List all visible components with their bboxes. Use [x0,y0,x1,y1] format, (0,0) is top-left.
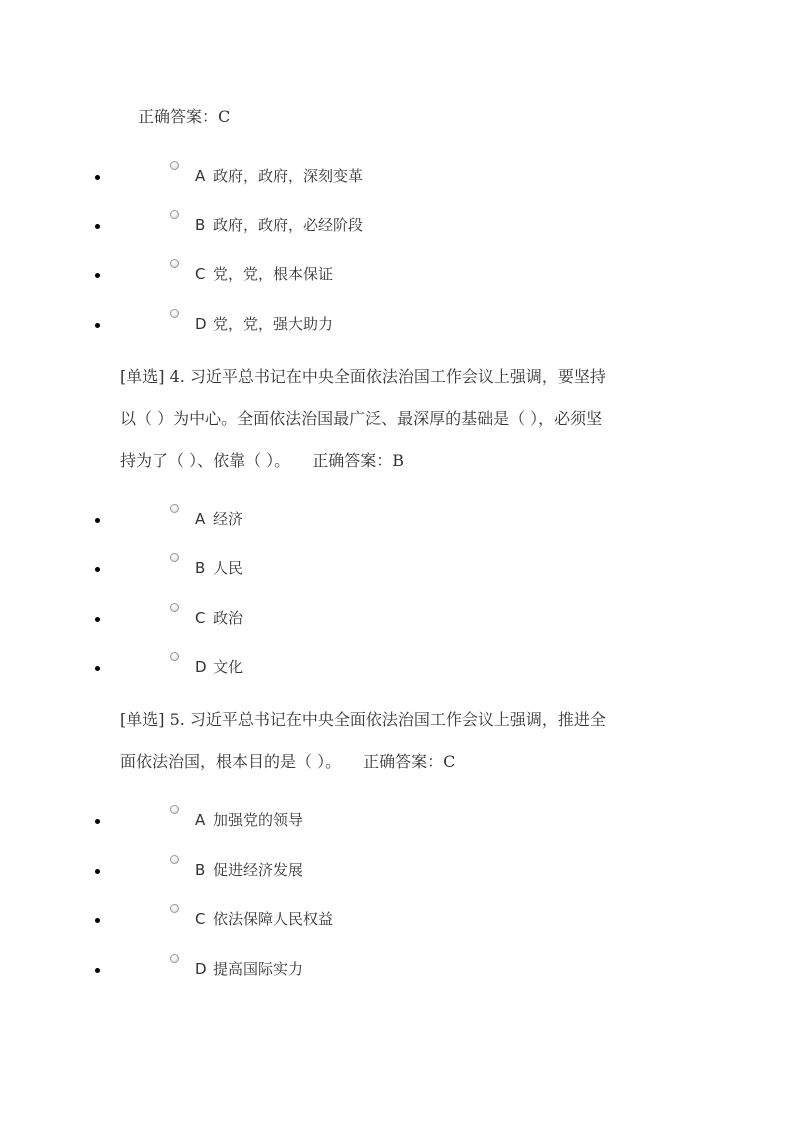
option-text: 人民 [213,559,244,577]
bullet-icon [95,968,100,973]
question-line: [单选] 4. 习近平总书记在中央全面依法治国工作会议上强调，要坚持 [120,367,606,386]
q3-correct-answer: 正确答案：C [138,107,231,126]
option-text: 经济 [213,510,244,528]
radio-button-icon[interactable] [170,805,179,814]
option-text: 政府，政府，深刻变革 [213,167,364,185]
bullet-icon [95,869,100,874]
option-text: 党，党，强大助力 [213,315,334,333]
option-letter: A [195,510,206,528]
option-letter: D [195,960,207,978]
q5-option-d[interactable] [0,958,793,984]
question-line-text: 面依法治国，根本目的是（ ）。 [120,752,342,771]
radio-button-icon[interactable] [170,603,179,612]
option-text: 党，党，根本保证 [213,265,334,283]
q4-question [120,356,680,482]
option-text: 依法保障人民权益 [213,910,334,928]
option-letter: B [195,861,206,879]
q4-option-b[interactable] [0,557,793,583]
radio-button-icon[interactable] [170,161,179,170]
question-line: [单选] 5. 习近平总书记在中央全面依法治国工作会议上强调，推进全 [120,710,606,729]
bullet-icon [95,273,100,278]
option-text: 政治 [213,609,244,627]
question-line [120,741,680,783]
q4-option-a[interactable] [0,508,793,534]
q5-question [120,699,680,783]
radio-button-icon[interactable] [170,259,179,268]
radio-button-icon[interactable] [170,309,179,318]
bullet-icon [95,567,100,572]
radio-button-icon[interactable] [170,904,179,913]
option-letter: A [195,167,206,185]
option-text: 加强党的领导 [213,811,304,829]
bullet-icon [95,175,100,180]
option-text: 提高国际实力 [213,960,304,978]
bullet-icon [95,323,100,328]
q5-option-a[interactable] [0,809,793,835]
q4-option-c[interactable] [0,607,793,633]
option-letter: C [195,265,206,283]
q3-option-d[interactable] [0,313,793,339]
radio-button-icon[interactable] [170,553,179,562]
bullet-icon [95,918,100,923]
question-line-text: 持为了（ ）、依靠（ ）。 [120,451,291,470]
radio-button-icon[interactable] [170,652,179,661]
question-line: 以（ ）为中心。全面依法治国最广泛、最深厚的基础是（ ），必须坚 [120,409,603,428]
option-letter: D [195,315,207,333]
q5-option-b[interactable] [0,859,793,885]
q3-option-c[interactable] [0,263,793,289]
bullet-icon [95,819,100,824]
q5-option-c[interactable] [0,908,793,934]
option-letter: C [195,910,206,928]
option-letter: A [195,811,206,829]
q4-option-d[interactable] [0,656,793,682]
bullet-icon [95,617,100,622]
question-line [120,440,680,482]
bullet-icon [95,518,100,523]
q3-option-b[interactable] [0,214,793,240]
option-letter: C [195,609,206,627]
bullet-icon [95,224,100,229]
q4-correct-answer: 正确答案：B [312,451,404,470]
radio-button-icon[interactable] [170,855,179,864]
radio-button-icon[interactable] [170,504,179,513]
q3-option-a[interactable] [0,165,793,191]
option-text: 政府，政府，必经阶段 [213,216,364,234]
option-letter: B [195,216,206,234]
q5-correct-answer: 正确答案：C [363,752,456,771]
option-letter: D [195,658,207,676]
option-text: 文化 [213,658,244,676]
bullet-icon [95,666,100,671]
option-letter: B [195,559,206,577]
radio-button-icon[interactable] [170,954,179,963]
option-text: 促进经济发展 [213,861,304,879]
radio-button-icon[interactable] [170,210,179,219]
